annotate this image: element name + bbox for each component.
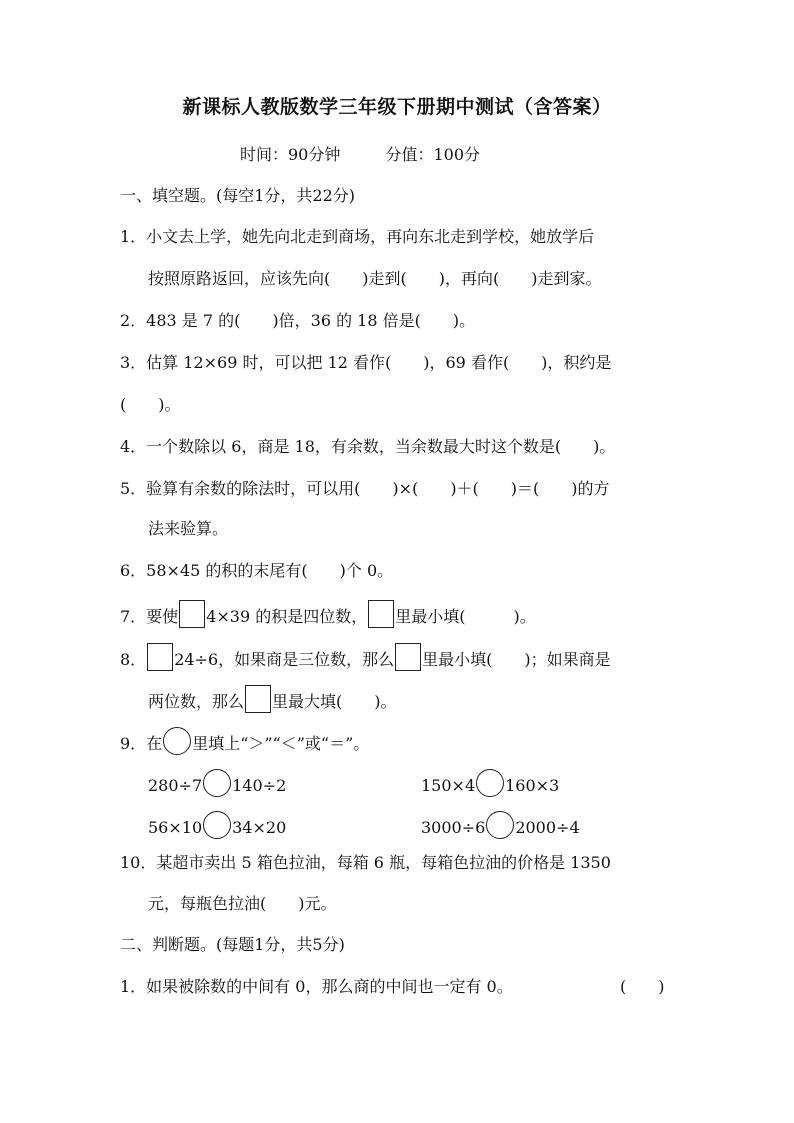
question-9 (120, 727, 369, 755)
section-heading-fill-blank: 一、填空题。(每空1分，共22分) (120, 186, 356, 205)
blank-square[interactable] (147, 643, 173, 671)
blank-circle[interactable] (203, 811, 231, 839)
compare-expr: 2000÷4 (515, 818, 580, 837)
question-8-text-d: 两位数，那么 (148, 692, 245, 711)
blank-circle[interactable] (486, 811, 514, 839)
question-1-line-2: 按照原路返回，应该先向( )走到( )，再向( )走到家。 (148, 269, 602, 288)
question-9-text-b: 里填上“＞”“＜”或“＝”。 (192, 734, 370, 753)
question-7-text-c: 里最小填( )。 (395, 607, 536, 626)
question-5-line-2: 法来验算。 (148, 519, 229, 538)
blank-square[interactable] (179, 600, 205, 628)
question-10-line-1: 10．某超市卖出 5 箱色拉油，每箱 6 瓶，每箱色拉油的价格是 1350 (120, 853, 611, 872)
compare-expr: 56×10 (148, 818, 203, 837)
blank-square[interactable] (395, 643, 421, 671)
section-heading-judge: 二、判断题。(每题1分，共5分) (120, 935, 345, 954)
question-8-text-c: 里最小填( )；如果商是 (422, 650, 611, 669)
compare-row-1-left (148, 769, 286, 797)
compare-expr: 280÷7 (148, 776, 203, 795)
blank-square[interactable] (368, 600, 394, 628)
question-8-text-b: 24÷6，如果商是三位数，那么 (174, 650, 395, 669)
page-title: 新课标人教版数学三年级下册期中测试（含答案） (182, 96, 612, 118)
compare-expr: 150×4 (421, 776, 476, 795)
judge-answer-paren: ( ) (620, 977, 665, 996)
question-4: 4．一个数除以 6，商是 18，有余数，当余数最大时这个数是( )。 (120, 437, 616, 456)
compare-expr: 140÷2 (232, 776, 287, 795)
question-3-line-2: ( )。 (120, 395, 181, 414)
blank-circle[interactable] (163, 727, 191, 755)
compare-row-2-right (421, 811, 580, 839)
question-8-text-a: 8． (120, 650, 147, 669)
exam-score: 分值：100分 (385, 145, 481, 164)
question-10-line-2: 元，每瓶色拉油( )元。 (148, 894, 337, 913)
compare-row-1-right (421, 769, 559, 797)
question-7 (120, 600, 536, 628)
question-9-text-a: 9．在 (120, 734, 163, 753)
blank-square[interactable] (245, 685, 271, 713)
compare-row-2-left (148, 811, 286, 839)
blank-circle[interactable] (476, 769, 504, 797)
question-6: 6．58×45 的积的末尾有( )个 0。 (120, 561, 394, 580)
question-2: 2．483 是 7 的( )倍，36 的 18 倍是( )。 (120, 311, 476, 330)
compare-expr: 34×20 (232, 818, 287, 837)
exam-meta (240, 142, 520, 165)
question-5-line-1: 5．验算有余数的除法时，可以用( )×( )＋( )＝( )的方 (120, 479, 610, 498)
question-8-text-e: 里最大填( )。 (272, 692, 397, 711)
exam-time: 时间：90分钟 (240, 145, 341, 164)
question-7-text-a: 7．要使 (120, 607, 179, 626)
blank-circle[interactable] (203, 769, 231, 797)
question-7-text-b: 4×39 的积是四位数， (206, 607, 368, 626)
compare-expr: 160×3 (505, 776, 560, 795)
question-3-line-1: 3．估算 12×69 时，可以把 12 看作( )，69 看作( )，积约是 (120, 353, 612, 372)
question-8-line-2 (148, 685, 397, 713)
question-1-line-1: 1．小文去上学，她先向北走到商场，再向东北走到学校，她放学后 (120, 227, 595, 246)
compare-expr: 3000÷6 (421, 818, 486, 837)
judge-question-1: 1．如果被除数的中间有 0，那么商的中间也一定有 0。 (120, 977, 513, 996)
question-8-line-1 (120, 643, 611, 671)
